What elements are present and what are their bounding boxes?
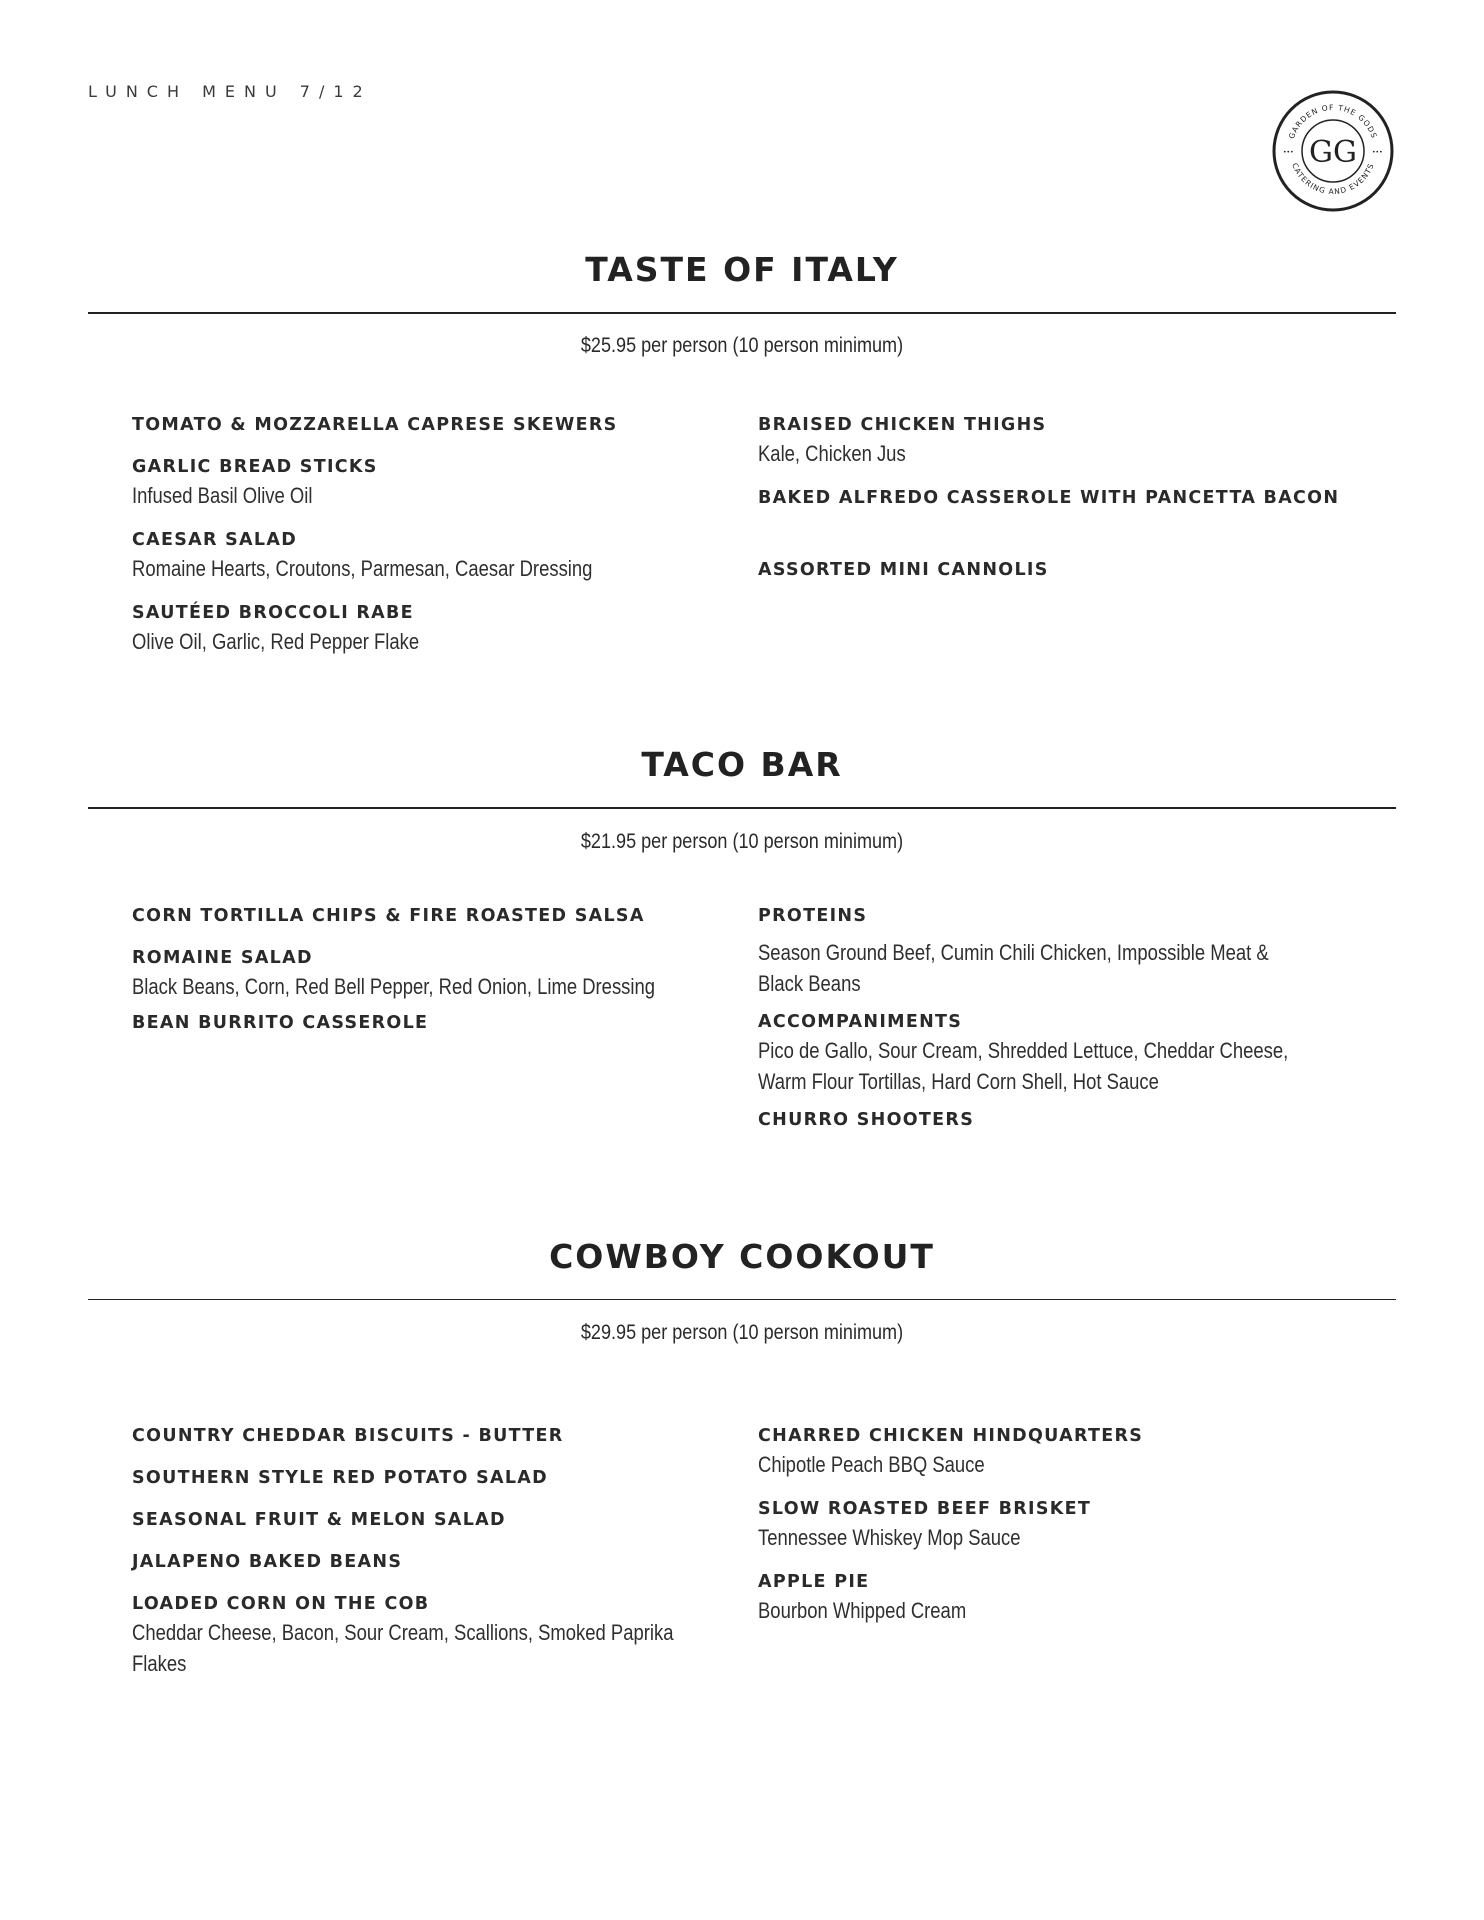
logo-dots-right: ••• — [1372, 149, 1383, 156]
menu-item-name: CHARRED CHICKEN HINDQUARTERS — [758, 1426, 1144, 1446]
menu-item-name: BAKED ALFREDO CASSEROLE WITH PANCETTA BACON — [758, 488, 1340, 508]
menu-item — [132, 1507, 692, 1533]
menu-item — [132, 412, 692, 438]
logo-ring-top-text: GARDEN OF THE GODS — [1287, 102, 1379, 141]
menu-item-name: JALAPENO BAKED BEANS — [132, 1552, 403, 1572]
right-column — [758, 1423, 1318, 1626]
menu-item-name: CORN TORTILLA CHIPS & FIRE ROASTED SALSA — [132, 906, 645, 926]
right-column — [758, 412, 1340, 583]
menu-item — [132, 903, 692, 929]
menu-item — [758, 1496, 1318, 1553]
section-title: TASTE OF ITALY — [585, 250, 899, 289]
menu-item — [758, 1423, 1318, 1480]
section-divider — [88, 807, 1396, 809]
menu-item — [132, 945, 692, 1002]
menu-item — [758, 1009, 1318, 1097]
menu-item-name: APPLE PIE — [758, 1572, 870, 1592]
section-price: $25.95 per person (10 person minimum) — [580, 334, 904, 357]
menu-item — [132, 1465, 692, 1491]
menu-item-name: ASSORTED MINI CANNOLIS — [758, 560, 1049, 580]
section-price: $21.95 per person (10 person minimum) — [580, 830, 904, 853]
menu-item-description: Bourbon Whipped Cream — [758, 1598, 967, 1623]
menu-item-name: CHURRO SHOOTERS — [758, 1110, 975, 1130]
section-divider — [88, 312, 1396, 314]
garden-of-the-gods-logo — [1268, 86, 1398, 216]
menu-item-name: SAUTÉED BROCCOLI RABE — [132, 603, 414, 623]
menu-item-name: PROTEINS — [758, 906, 868, 926]
menu-item — [758, 903, 1318, 999]
menu-item-name: GARLIC BREAD STICKS — [132, 457, 378, 477]
left-column — [132, 412, 692, 657]
menu-item — [132, 1010, 692, 1036]
menu-item-description: Kale, Chicken Jus — [758, 441, 906, 466]
menu-item-name: CAESAR SALAD — [132, 530, 298, 550]
right-column — [758, 903, 1318, 1133]
logo-monogram: GG — [1309, 135, 1357, 170]
menu-item-name: LOADED CORN ON THE COB — [132, 1594, 430, 1614]
menu-item — [758, 557, 1318, 583]
menu-item — [132, 454, 692, 511]
logo-ring-bottom-text: CATERING AND EVENTS — [1290, 161, 1376, 197]
menu-item-description: Tennessee Whiskey Mop Sauce — [758, 1525, 1021, 1550]
menu-item-name: BRAISED CHICKEN THIGHS — [758, 415, 1047, 435]
section-title: COWBOY COOKOUT — [549, 1237, 935, 1276]
menu-item-name: BEAN BURRITO CASSEROLE — [132, 1013, 429, 1033]
menu-item-description: Chipotle Peach BBQ Sauce — [758, 1452, 985, 1477]
menu-item-name: SOUTHERN STYLE RED POTATO SALAD — [132, 1468, 548, 1488]
menu-item — [132, 527, 692, 584]
menu-item-description: Cheddar Cheese, Bacon, Sour Cream, Scallions, Smoked Paprika Flakes — [132, 1620, 674, 1676]
menu-item-name: ROMAINE SALAD — [132, 948, 313, 968]
menu-item — [758, 412, 1318, 469]
logo-dots-left: ••• — [1283, 149, 1294, 156]
menu-item-name: SLOW ROASTED BEEF BRISKET — [758, 1499, 1092, 1519]
menu-item-description: Season Ground Beef, Cumin Chili Chicken, Impossible Meat & Black Beans — [758, 940, 1269, 996]
menu-item-name: COUNTRY CHEDDAR BISCUITS - BUTTER — [132, 1426, 564, 1446]
menu-item-description: Infused Basil Olive Oil — [132, 483, 313, 508]
menu-item — [758, 1569, 1318, 1626]
menu-date-label: LUNCH MENU 7/12 — [88, 82, 372, 101]
menu-item — [758, 485, 1340, 511]
section-price: $29.95 per person (10 person minimum) — [580, 1321, 904, 1344]
menu-item-description: Romaine Hearts, Croutons, Parmesan, Caesar Dressing — [132, 556, 593, 581]
menu-item — [132, 1591, 692, 1679]
menu-item-name: TOMATO & MOZZARELLA CAPRESE SKEWERS — [132, 415, 618, 435]
left-column — [132, 1423, 692, 1679]
section-title: TACO BAR — [641, 745, 843, 784]
menu-item-name: SEASONAL FRUIT & MELON SALAD — [132, 1510, 506, 1530]
menu-item-name: ACCOMPANIMENTS — [758, 1012, 963, 1032]
menu-item — [132, 1549, 692, 1575]
section-divider — [88, 1299, 1396, 1300]
left-column — [132, 903, 692, 1036]
menu-item — [132, 1423, 692, 1449]
menu-item — [758, 1107, 1318, 1133]
menu-item-description: Olive Oil, Garlic, Red Pepper Flake — [132, 629, 420, 654]
menu-item-description: Pico de Gallo, Sour Cream, Shredded Lettuce, Cheddar Cheese, Warm Flour Tortillas, Hard Corn Shell, Hot Sauce — [758, 1038, 1289, 1094]
menu-item-description: Black Beans, Corn, Red Bell Pepper, Red Onion, Lime Dressing — [132, 974, 656, 999]
menu-item — [132, 600, 692, 657]
